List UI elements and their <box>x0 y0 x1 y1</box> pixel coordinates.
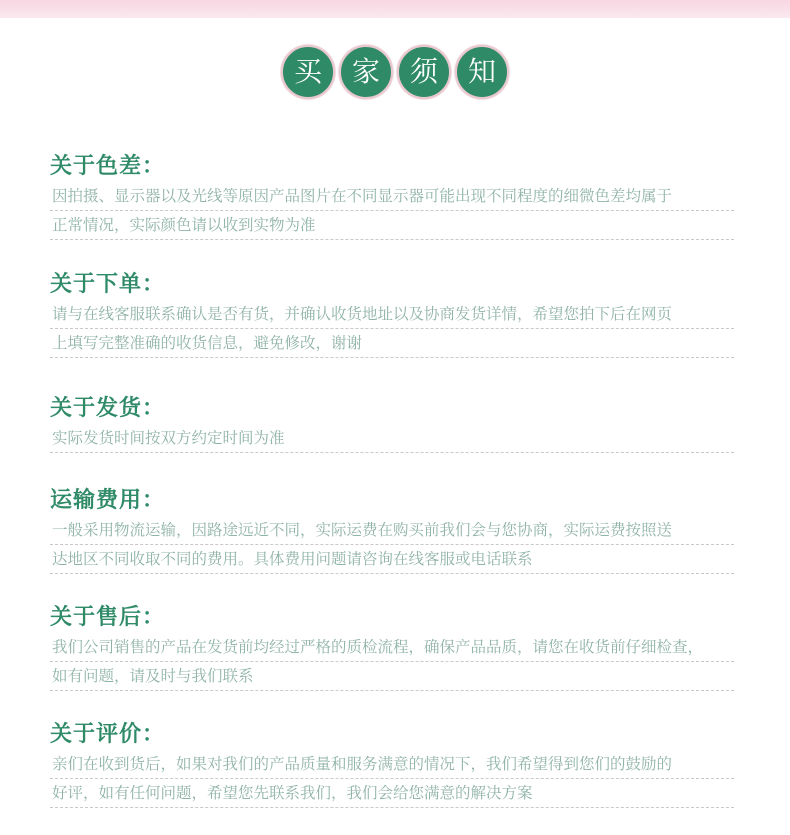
section-heading: 关于评价： <box>50 722 166 747</box>
section-text-line: 因拍摄、显示器以及光线等原因产品图片在不同显示器可能出现不同程度的细微色差均属于 <box>50 182 734 211</box>
section-text-line: 我们公司销售的产品在发货前均经过严格的质检流程，确保产品品质，请您在收货前仔细检查， <box>50 633 734 662</box>
section-text-line: 实际发货时间按双方约定时间为准 <box>50 424 734 453</box>
section-heading: 关于发货： <box>50 396 166 421</box>
section-text-line: 请与在线客服联系确认是否有货，并确认收货地址以及协商发货详情，希望您拍下后在网页 <box>50 300 734 329</box>
section-freight <box>50 486 734 574</box>
section-text-line: 好评，如有任何问题，希望您先联系我们，我们会给您满意的解决方案 <box>50 779 734 808</box>
section-text-line: 正常情况，实际颜色请以收到实物为准 <box>50 211 734 240</box>
section-heading: 关于售后： <box>50 605 166 630</box>
section-heading: 运输费用： <box>50 488 166 513</box>
section-after-sales <box>50 603 734 691</box>
title-char-3: 须 <box>397 45 451 99</box>
section-text-line: 如有问题，请及时与我们联系 <box>50 662 734 691</box>
title-char-4: 知 <box>455 45 509 99</box>
section-text-line: 上填写完整准确的收货信息，避免修改，谢谢 <box>50 329 734 358</box>
section-text-line: 亲们在收到货后，如果对我们的产品质量和服务满意的情况下，我们希望得到您们的鼓励的 <box>50 750 734 779</box>
section-text-line: 达地区不同收取不同的费用。具体费用问题请咨询在线客服或电话联系 <box>50 545 734 574</box>
section-heading: 关于色差： <box>50 154 166 179</box>
section-color-difference <box>50 152 734 240</box>
section-shipping <box>50 394 734 453</box>
section-ordering <box>50 270 734 358</box>
top-decorative-band <box>0 0 790 18</box>
section-text-line: 一般采用物流运输，因路途远近不同，实际运费在购买前我们会与您协商，实际运费按照送 <box>50 516 734 545</box>
title-char-1: 买 <box>281 45 335 99</box>
title-char-2: 家 <box>339 45 393 99</box>
page-title <box>0 45 790 99</box>
section-reviews <box>50 720 734 808</box>
section-heading: 关于下单： <box>50 272 166 297</box>
